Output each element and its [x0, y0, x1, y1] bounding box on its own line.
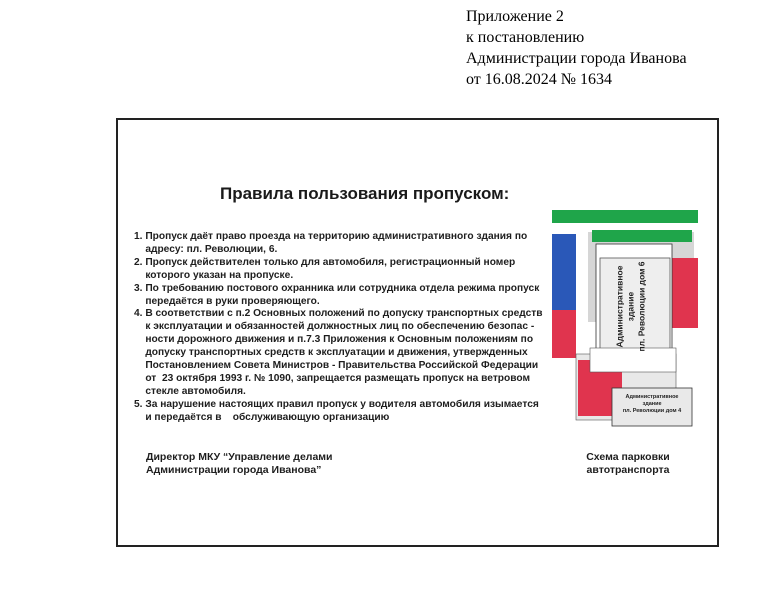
rules-title: Правила пользования пропуском: — [220, 184, 510, 203]
rule-line: адресу: пл. Революции, 6. — [134, 243, 278, 255]
scheme-blue-band — [552, 234, 576, 310]
small-building-line2: здание — [642, 401, 662, 407]
rule-line: ности дорожного движения и п.7.3 Приложения к Основным положениям по — [134, 334, 534, 346]
main-building-line1: Административное — [614, 265, 625, 348]
scheme-green-strip — [592, 230, 692, 242]
rule-line: 2. Пропуск действителен только для автомобиля, регистрационный номер — [134, 256, 516, 268]
small-building-line3: пл. Революции дом 4 — [622, 408, 682, 414]
rule-line: к эксплуатации и обязанностей должностных лиц по обеспечению безопас - — [134, 321, 535, 333]
main-building-line3: пл. Революции дом 6 — [636, 261, 647, 352]
appendix-label: Приложение 2 — [466, 8, 564, 25]
rule-line: допуску транспортных средств к эксплуатации и движения, утвержденных — [134, 347, 528, 359]
rule-line: и передаётся в обслуживающую организацию — [134, 411, 390, 423]
rule-line: 1. Пропуск даёт право проезда на территорию административного здания по — [134, 231, 528, 242]
scheme-caption-line2: автотранспорта — [586, 464, 670, 476]
administration-label: Администрации города Иванова — [466, 50, 687, 67]
scheme-caption — [578, 451, 678, 477]
rule-line: которого указан на пропуске. — [134, 269, 294, 281]
resolution-label: к постановлению — [466, 29, 585, 46]
rule-line: 3. По требованию постового охранника или сотрудника отдела режима пропуск — [134, 282, 540, 294]
rule-line: Постановлением Совета Министров - Правительства Российской Федерации — [134, 360, 539, 372]
document-header — [466, 6, 766, 90]
rule-line: 5. За нарушение настоящих правил пропуск у водителя автомобиля изымается — [134, 398, 539, 410]
small-building-label — [612, 394, 692, 415]
main-building-label — [615, 248, 648, 366]
resolution-date: от 16.08.2024 № 1634 — [466, 71, 613, 88]
scheme-red-left — [552, 310, 576, 358]
rule-line: передаётся в руки проверяющего. — [134, 295, 320, 307]
director-line2: Администрации города Иванова” — [146, 464, 322, 476]
scheme-green-band — [552, 210, 698, 223]
scheme-caption-line1: Схема парковки — [586, 451, 670, 463]
main-building-line2: здание — [625, 291, 636, 322]
small-building-line1: Административное — [625, 394, 679, 400]
director-signature — [146, 451, 333, 477]
parking-scheme — [548, 208, 700, 430]
rule-line: 4. В соответствии с п.2 Основных положений по допуску транспортных средств — [134, 308, 543, 320]
scheme-red-right — [670, 258, 698, 328]
rule-line: стекле автомобиля. — [134, 385, 246, 397]
rule-line: от 23 октября 1993 г. № 1090, запрещается размещать пропуск на ветровом — [134, 372, 531, 384]
rules-list — [134, 231, 544, 425]
director-line1: Директор МКУ “Управление делами — [146, 451, 333, 463]
